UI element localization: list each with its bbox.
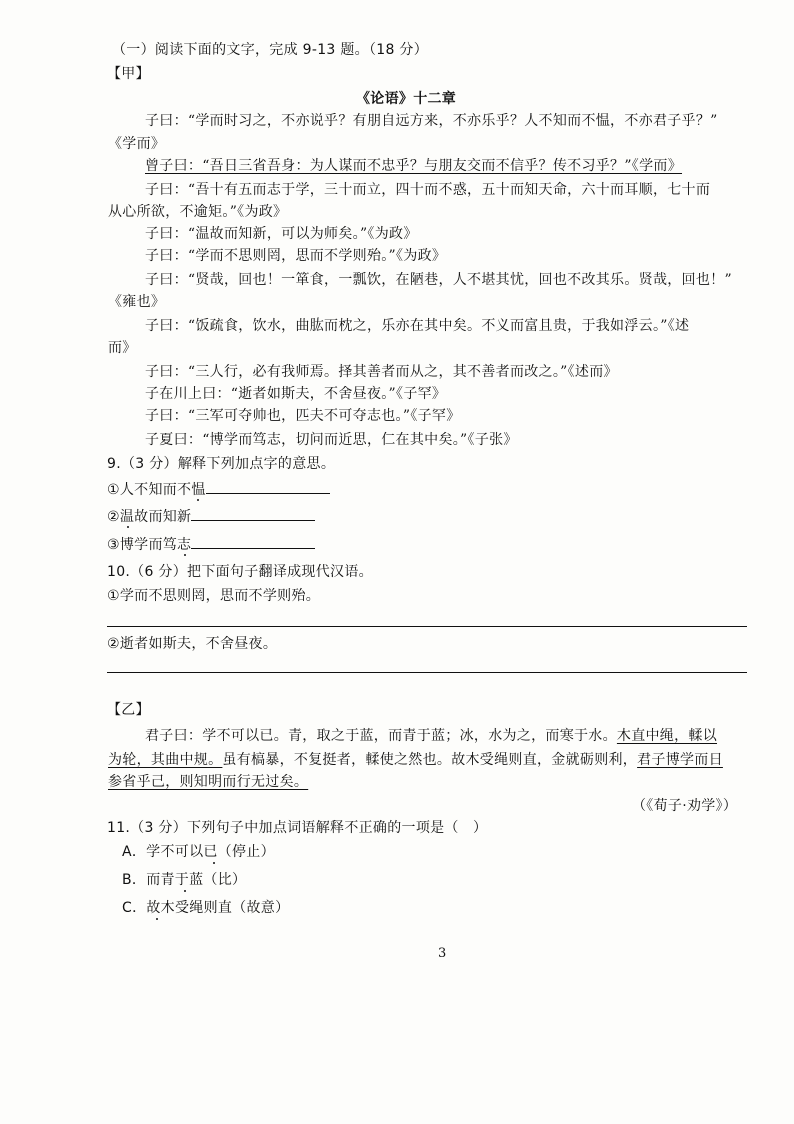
analects-line-3a: 子曰：“吾十有五而志于学，三十而立，四十而不惑，五十而知天命，六十而耳顺，七十而 <box>145 182 711 198</box>
analects-line-6a: 子曰：“贤哉，回也！一箪食，一瓢饮，在陋巷，人不堪其忧，回也不改其乐。贤哉，回也！” <box>145 272 732 288</box>
analects-line-4: 子曰：“温故而知新，可以为师矣。”《为政》 <box>145 226 418 242</box>
analects-line-3b: 从心所欲，不逾矩。”《为政》 <box>108 204 288 220</box>
q11-option-c[interactable]: C．故木受绳则直（故意） <box>122 900 290 916</box>
emphasis-dot <box>184 890 186 892</box>
q10-sentence-1: ①学而不思则罔，思而不学则殆。 <box>107 588 321 604</box>
q9-stem: 9.（3 分）解释下列加点字的意思。 <box>107 456 336 472</box>
emphasis-dot <box>156 918 158 920</box>
q9-answer-blank-3[interactable] <box>191 534 315 549</box>
q9-item-1: ①人不知而不愠 <box>107 479 330 500</box>
q10-answer-line-1[interactable] <box>107 626 747 627</box>
emphasis-dot <box>213 862 215 864</box>
q11-stem: 11.（3 分）下列句子中加点词语解释不正确的一项是（ ） <box>107 820 488 836</box>
page-number: 3 <box>438 946 447 961</box>
q9-answer-blank-1[interactable] <box>206 479 330 494</box>
analects-line-2: 曾子曰：“吾日三省吾身：为人谋而不忠乎？与朋友交而不信乎？传不习乎？”《学而》 <box>145 158 683 174</box>
analects-line-7b: 而》 <box>108 340 137 356</box>
xunzi-line-3: 参省乎己，则知明而行无过矣。 <box>108 774 309 790</box>
xunzi-line-1: 君子曰：学不可以已。青，取之于蓝，而青于蓝；冰，水为之，而寒于水。木直中绳，輮以 <box>145 728 718 744</box>
analects-line-6b: 《雍也》 <box>108 294 166 310</box>
analects-line-1a: 子曰：“学而时习之，不亦说乎？有朋自远方来，不亦乐乎？人不知而不愠，不亦君子乎？” <box>145 113 718 129</box>
q9-answer-blank-2[interactable] <box>191 506 315 521</box>
analects-line-7a: 子曰：“饭疏食，饮水，曲肱而枕之，乐亦在其中矣。不义而富且贵，于我如浮云。”《述 <box>145 318 690 334</box>
emphasis-dot <box>184 554 186 556</box>
q10-answer-line-2[interactable] <box>107 672 747 673</box>
part-a-title: 《论语》十二章 <box>356 91 457 107</box>
analects-line-8: 子曰：“三人行，必有我师焉。择其善者而从之，其不善者而改之。”《述而》 <box>145 364 618 380</box>
analects-line-10: 子曰：“三军可夺帅也，匹夫不可夺志也。”《子罕》 <box>145 408 461 424</box>
q9-item-2: ②温故而知新 <box>107 506 315 527</box>
q9-item-3: ③博学而笃志 <box>107 534 315 555</box>
xunzi-line-2: 为轮，其曲中规。虽有槁暴，不复挺者，輮使之然也。故木受绳则直，金就砺则利，君子博学而日 <box>108 752 723 768</box>
analects-line-1b: 《学而》 <box>108 136 166 152</box>
q11-option-a[interactable]: A．学不可以已（停止） <box>122 844 275 860</box>
q10-sentence-2: ②逝者如斯夫，不舍昼夜。 <box>107 636 278 652</box>
q10-stem: 10.（6 分）把下面句子翻译成现代汉语。 <box>107 564 373 580</box>
analects-line-9: 子在川上曰：“逝者如斯夫，不舍昼夜。”《子罕》 <box>145 386 447 402</box>
analects-line-11: 子夏曰：“博学而笃志，切问而近思，仁在其中矣。”《子张》 <box>145 432 518 448</box>
emphasis-dot <box>127 526 129 528</box>
analects-line-5: 子曰：“学而不思则罔，思而不学则殆。”《为政》 <box>145 248 447 264</box>
part-a-label: 【甲】 <box>107 66 150 82</box>
emphasis-dot <box>197 499 199 501</box>
xunzi-source: （《荀子·劝学》） <box>632 798 738 814</box>
section-heading: （一）阅读下面的文字，完成 9-13 题。（18 分） <box>112 42 429 58</box>
q11-option-b[interactable]: B．而青于蓝（比） <box>122 872 247 888</box>
part-b-label: 【乙】 <box>107 702 150 718</box>
